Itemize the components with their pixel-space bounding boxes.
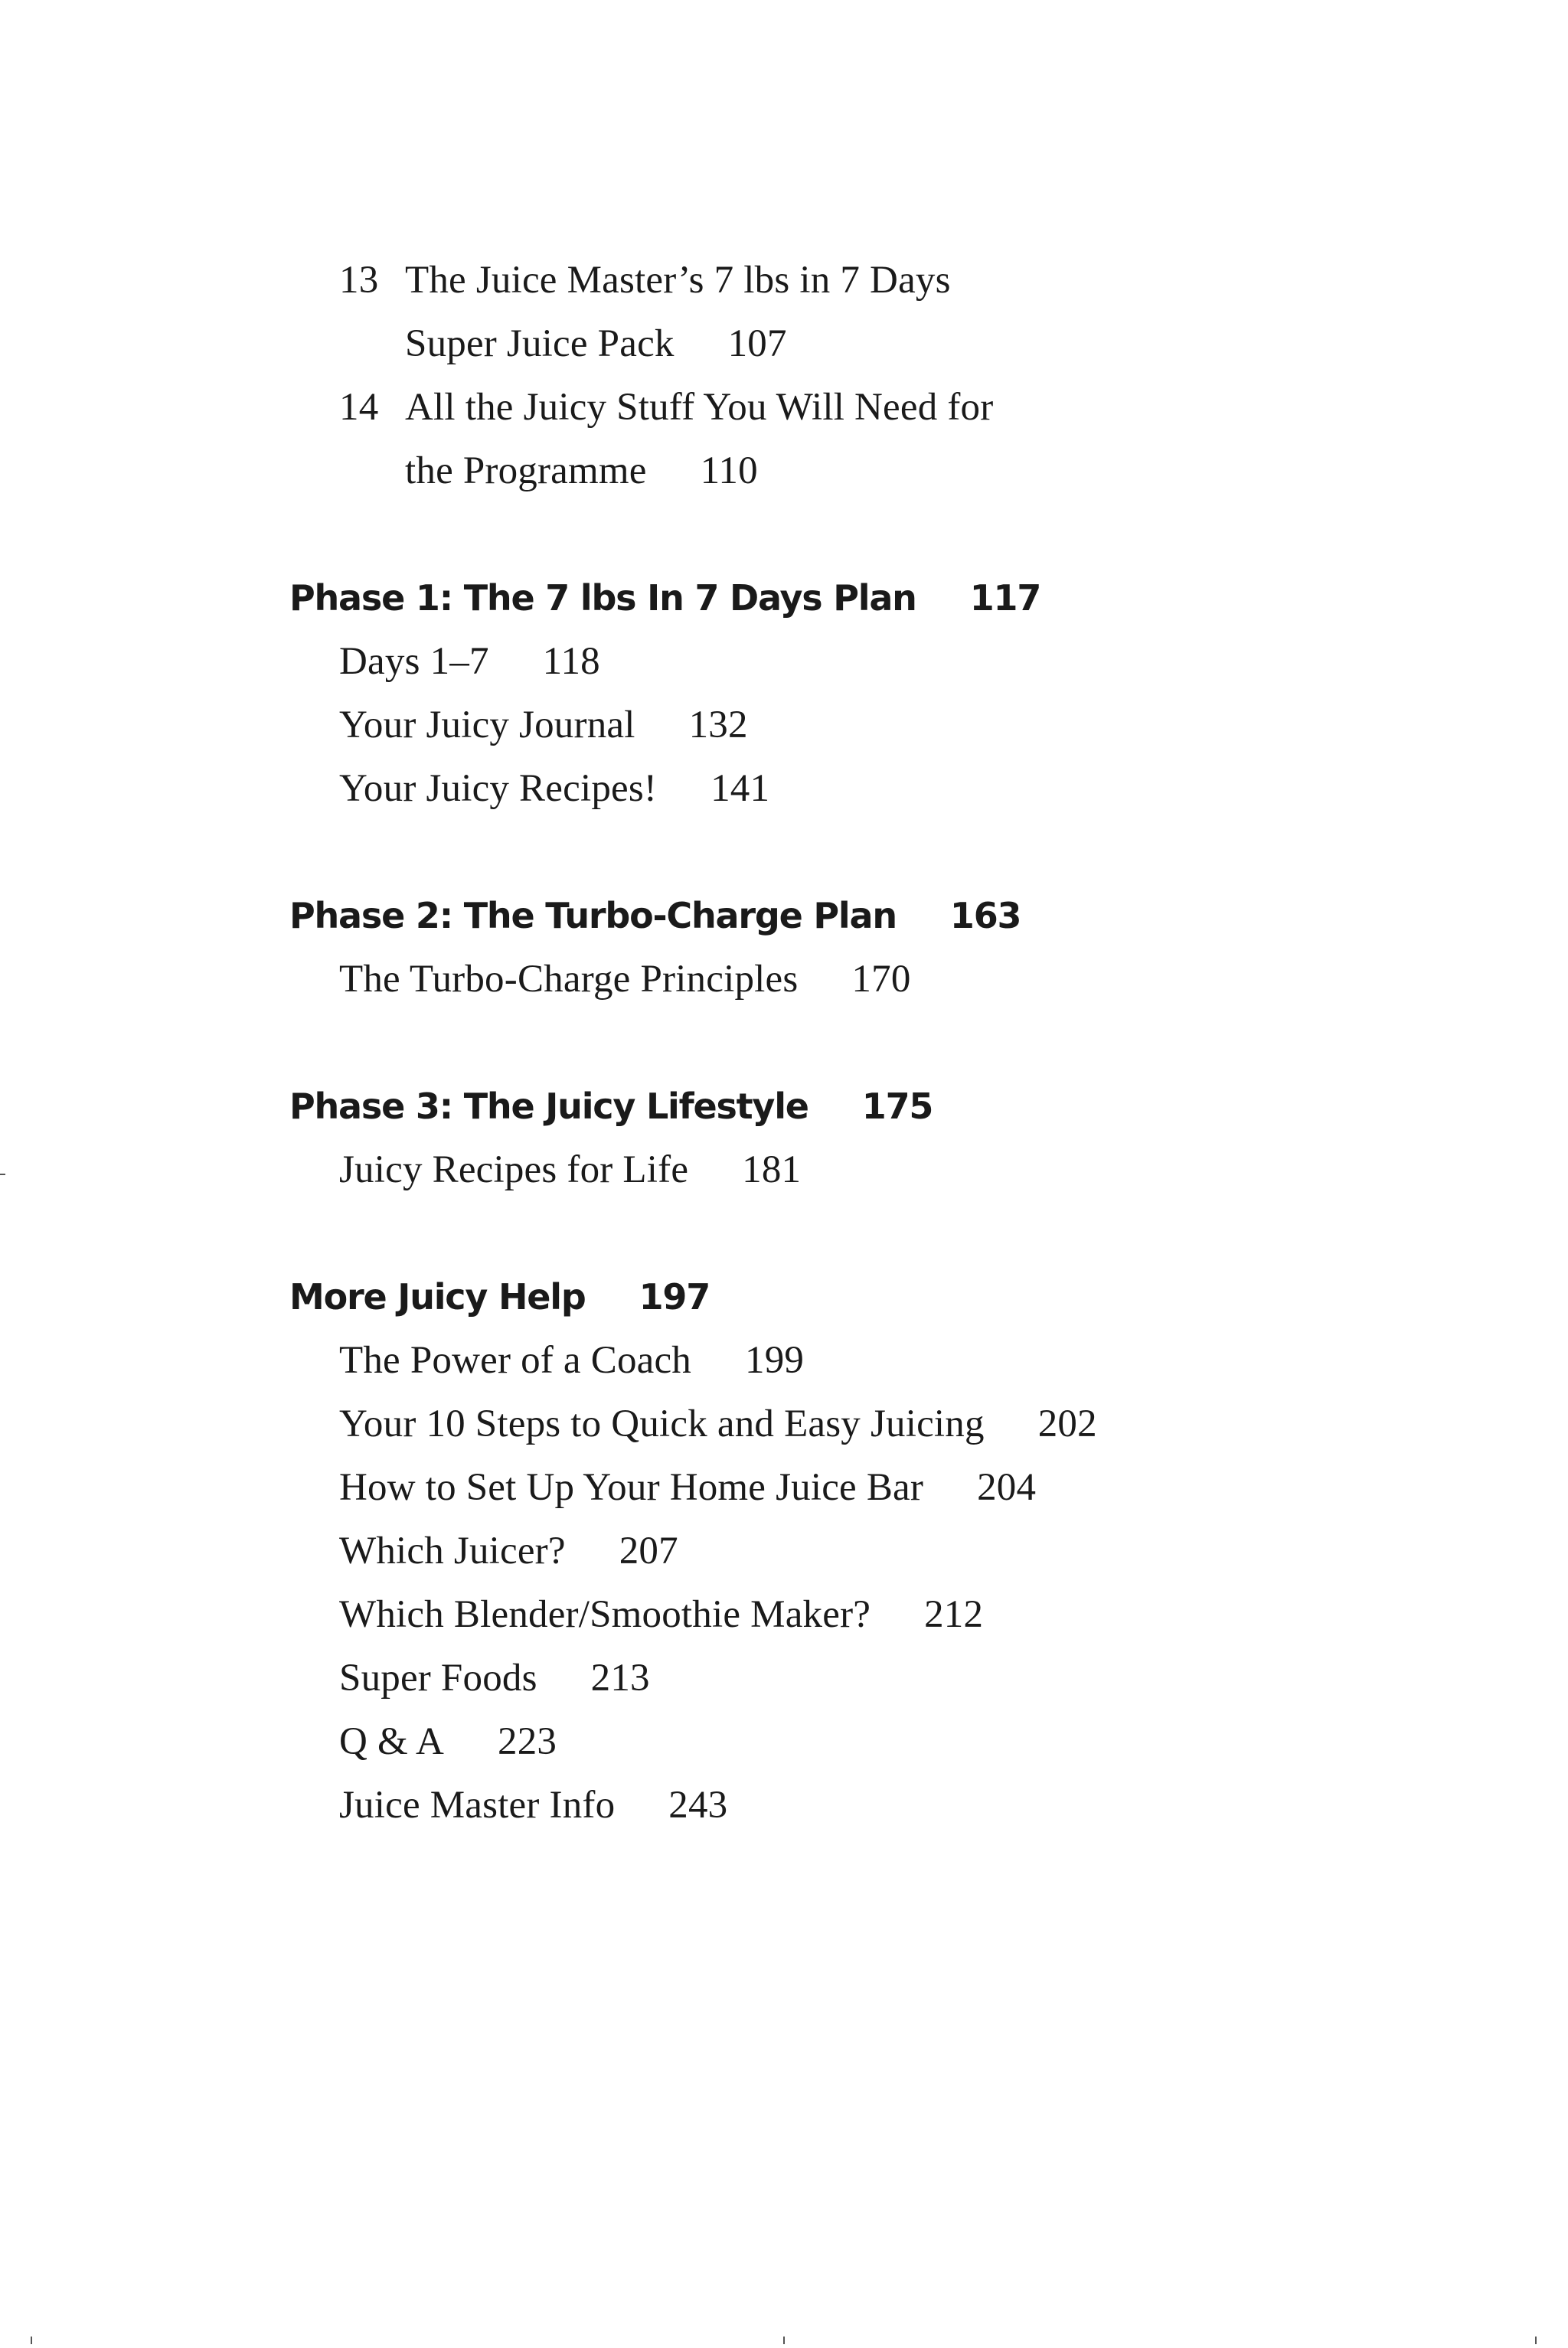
toc-chapter-14[interactable] — [339, 376, 993, 439]
page-number: 110 — [700, 449, 758, 492]
toc-entry[interactable] — [339, 757, 769, 821]
toc-section-phase-2[interactable] — [289, 884, 1021, 948]
page-number: 202 — [1037, 1403, 1097, 1445]
toc-section-phase-3[interactable] — [289, 1075, 933, 1138]
page-number: 181 — [742, 1148, 802, 1191]
page-number: 118 — [542, 640, 600, 683]
page-number: 212 — [924, 1593, 984, 1636]
entry-title: Your 10 Steps to Quick and Easy Juicing — [339, 1403, 985, 1445]
page-number: 207 — [619, 1530, 678, 1572]
page-number: 213 — [590, 1657, 650, 1700]
section-title: Phase 2: The Turbo-Charge Plan — [289, 895, 897, 936]
toc-chapter-13[interactable] — [339, 249, 951, 312]
section-title: More Juicy Help — [289, 1276, 586, 1318]
chapter-number: 14 — [339, 386, 379, 429]
chapter-number: 13 — [339, 259, 379, 302]
toc-entry[interactable] — [339, 630, 600, 694]
page-number: 197 — [639, 1276, 710, 1318]
entry-title: How to Set Up Your Home Juice Bar — [339, 1466, 924, 1509]
toc-entry[interactable] — [339, 1520, 678, 1583]
entry-title: Which Blender/Smoothie Maker? — [339, 1593, 871, 1636]
chapter-title-line-1: All the Juicy Stuff You Will Need for — [405, 386, 994, 429]
entry-title: Q & A — [339, 1720, 445, 1763]
section-title: Phase 1: The 7 lbs In 7 Days Plan — [289, 577, 916, 619]
toc-entry[interactable] — [339, 1138, 801, 1202]
toc-entry[interactable] — [339, 1710, 557, 1774]
entry-title: Your Juicy Journal — [339, 704, 635, 746]
page-number: 132 — [688, 704, 748, 746]
entry-title: Juice Master Info — [339, 1784, 616, 1827]
crop-mark-bottom-left — [31, 2337, 32, 2344]
toc-entry[interactable] — [339, 948, 911, 1011]
page-number: 204 — [977, 1466, 1037, 1509]
page-number: 163 — [949, 895, 1021, 936]
chapter-title-line-1: The Juice Master’s 7 lbs in 7 Days — [405, 259, 951, 302]
page-number: 223 — [498, 1720, 557, 1763]
entry-title: The Power of a Coach — [339, 1339, 692, 1382]
crop-mark-left — [0, 1174, 5, 1175]
entry-title: The Turbo-Charge Principles — [339, 958, 799, 1001]
page-number: 199 — [745, 1339, 805, 1382]
entry-title: Days 1–7 — [339, 640, 489, 683]
toc-entry[interactable] — [339, 1393, 1097, 1456]
chapter-title-line-2: the Programme — [405, 449, 647, 492]
entry-title: Which Juicer? — [339, 1530, 566, 1572]
toc-chapter-13-continued[interactable] — [405, 312, 787, 376]
page-number: 141 — [710, 767, 770, 810]
chapter-title-line-2: Super Juice Pack — [405, 322, 675, 365]
toc-section-more-juicy-help[interactable] — [289, 1265, 710, 1329]
entry-title: Super Foods — [339, 1657, 537, 1700]
entry-title: Your Juicy Recipes! — [339, 767, 658, 810]
toc-entry[interactable] — [339, 1774, 727, 1837]
toc-entry[interactable] — [339, 1456, 1036, 1520]
entry-title: Juicy Recipes for Life — [339, 1148, 689, 1191]
toc-section-phase-1[interactable] — [289, 567, 1040, 630]
page-number: 243 — [668, 1784, 728, 1827]
toc-entry[interactable] — [339, 1647, 650, 1710]
toc-chapter-14-continued[interactable] — [405, 439, 758, 503]
section-title: Phase 3: The Juicy Lifestyle — [289, 1086, 808, 1127]
page-number: 117 — [969, 577, 1041, 619]
page-number: 175 — [861, 1086, 933, 1127]
toc-entry[interactable] — [339, 1329, 804, 1393]
crop-mark-bottom-center — [783, 2337, 785, 2344]
toc-entry[interactable] — [339, 694, 748, 757]
page-number: 107 — [727, 322, 787, 365]
page-number: 170 — [851, 958, 911, 1001]
crop-mark-bottom-right — [1535, 2337, 1537, 2344]
toc-entry[interactable] — [339, 1583, 983, 1647]
